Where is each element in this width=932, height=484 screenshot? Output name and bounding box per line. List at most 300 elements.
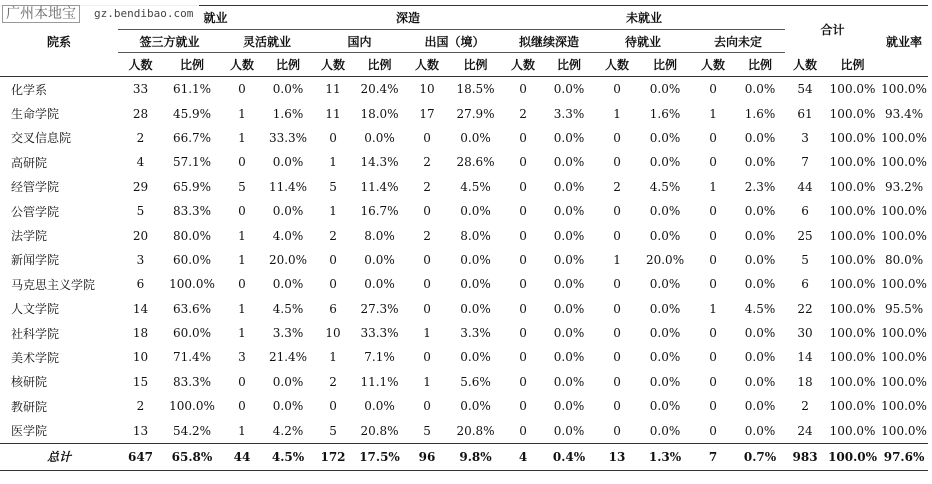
employment-rate-cell: 100.0%: [881, 423, 927, 438]
awaiting-count-cell: 1: [613, 106, 621, 121]
total-ratio-cell: 100.0%: [829, 179, 876, 194]
total-count-cell: 30: [797, 326, 813, 341]
table-row: [0, 77, 928, 102]
total-count-cell: 25: [797, 228, 813, 243]
plan-study-count-cell: 0: [519, 326, 527, 341]
signed-ratio-cell: 54.2%: [172, 423, 212, 438]
undecided-count-cell: 1: [709, 301, 717, 316]
awaiting-count-cell: 0: [613, 423, 621, 438]
employment-rate-cell: 93.4%: [885, 106, 924, 121]
flexible-ratio-cell: 4.2%: [272, 423, 304, 438]
awaiting-count-cell: 0: [613, 82, 621, 97]
total-count-cell: 6: [801, 277, 809, 292]
table-row: [0, 199, 928, 223]
plan-study-ratio-cell: 0.4%: [543, 443, 595, 470]
total-ratio-cell: 100.0%: [829, 204, 876, 219]
domestic-ratio-cell: 20.8%: [360, 423, 399, 438]
awaiting-count-cell: 0: [613, 204, 621, 219]
flexible-ratio-cell: 33.3%: [268, 130, 308, 145]
signed-count-cell: 10: [132, 350, 149, 365]
header-signed-tripartite: 签三方就业: [118, 30, 221, 53]
plan-study-count-cell: 0: [519, 252, 527, 267]
table-row: [0, 175, 928, 199]
total-count-cell: 54: [797, 82, 813, 97]
watermark-logo: 广州本地宝: [2, 5, 80, 23]
employment-rate-cell: 100.0%: [881, 155, 927, 170]
total-ratio-cell: 100.0%: [829, 130, 876, 145]
total-ratio-cell: 100.0%: [829, 252, 876, 267]
domestic-count-cell: 172: [313, 443, 353, 470]
awaiting-count-cell: 0: [613, 130, 621, 145]
undecided-ratio-cell: 0.0%: [744, 82, 776, 97]
table-row: [0, 418, 928, 443]
undecided-count-cell: 0: [709, 399, 717, 414]
abroad-count-cell: 17: [419, 106, 435, 121]
plan-study-count-cell: 2: [519, 106, 527, 121]
domestic-ratio-cell: 0.0%: [364, 252, 395, 267]
signed-count-cell: 2: [136, 399, 145, 414]
abroad-ratio-cell: 9.8%: [448, 443, 503, 470]
flexible-count-cell: 1: [238, 228, 246, 243]
abroad-count-cell: 1: [423, 326, 431, 341]
abroad-count-cell: 0: [423, 204, 431, 219]
header-awaiting: 待就业: [595, 30, 691, 53]
undecided-ratio-cell: 0.0%: [744, 130, 776, 145]
total-count-cell: 18: [797, 374, 813, 389]
flexible-ratio-cell: 0.0%: [272, 277, 304, 292]
flexible-ratio-cell: 0.0%: [272, 374, 304, 389]
undecided-count-cell: 0: [709, 82, 717, 97]
header-further-study: 深造: [313, 6, 503, 30]
abroad-ratio-cell: 8.0%: [460, 228, 491, 243]
header-abroad: 出国（境）: [406, 30, 503, 53]
awaiting-ratio-cell: 0.0%: [649, 82, 681, 97]
undecided-count-cell: 0: [709, 228, 717, 243]
domestic-count-cell: 1: [329, 155, 337, 170]
plan-study-ratio-cell: 0.0%: [553, 374, 585, 389]
undecided-count-cell: 0: [709, 350, 717, 365]
awaiting-ratio-cell: 0.0%: [649, 130, 681, 145]
total-ratio-cell: 100.0%: [829, 350, 876, 365]
signed-count-cell: 28: [132, 106, 149, 121]
awaiting-ratio-cell: 0.0%: [649, 155, 681, 170]
awaiting-ratio-cell: 0.0%: [649, 228, 681, 243]
domestic-count-cell: 11: [325, 82, 341, 97]
total-count-cell: 983: [785, 443, 825, 470]
signed-ratio-cell: 83.3%: [172, 204, 212, 219]
plan-study-count-cell: 0: [519, 204, 527, 219]
signed-ratio-cell: 100.0%: [169, 277, 215, 292]
signed-count-cell: 3: [136, 252, 145, 267]
plan-study-count-cell: 0: [519, 374, 527, 389]
undecided-ratio-cell: 0.0%: [744, 277, 776, 292]
abroad-count-cell: 0: [423, 130, 431, 145]
plan-study-ratio-cell: 0.0%: [553, 179, 585, 194]
header-ratio: 比例: [353, 53, 406, 77]
domestic-ratio-cell: 33.3%: [360, 326, 399, 341]
domestic-ratio-cell: 8.0%: [364, 228, 395, 243]
undecided-count-cell: 1: [709, 179, 717, 194]
flexible-count-cell: 1: [238, 326, 246, 341]
department-name-cell: 教研院: [11, 399, 48, 414]
awaiting-ratio-cell: 0.0%: [649, 277, 681, 292]
flexible-count-cell: 1: [238, 106, 246, 121]
flexible-ratio-cell: 4.5%: [263, 443, 313, 470]
signed-ratio-cell: 65.8%: [163, 443, 221, 470]
domestic-ratio-cell: 0.0%: [364, 130, 395, 145]
domestic-ratio-cell: 17.5%: [353, 443, 406, 470]
signed-count-cell: 20: [132, 228, 149, 243]
plan-study-ratio-cell: 0.0%: [553, 252, 585, 267]
awaiting-ratio-cell: 0.0%: [649, 399, 681, 414]
signed-ratio-cell: 65.9%: [172, 179, 212, 194]
undecided-ratio-cell: 1.6%: [744, 106, 776, 121]
awaiting-count-cell: 2: [613, 179, 621, 194]
employment-rate-cell: 80.0%: [885, 252, 924, 267]
flexible-count-cell: 3: [238, 350, 246, 365]
abroad-ratio-cell: 0.0%: [460, 399, 491, 414]
undecided-count-cell: 1: [709, 106, 717, 121]
signed-ratio-cell: 66.7%: [172, 130, 212, 145]
abroad-count-cell: 0: [423, 277, 431, 292]
abroad-ratio-cell: 18.5%: [456, 82, 495, 97]
total-count-cell: 61: [797, 106, 813, 121]
department-name-cell: 美术学院: [11, 350, 60, 365]
undecided-ratio-cell: 2.3%: [744, 179, 776, 194]
awaiting-ratio-cell: 20.0%: [645, 252, 685, 267]
watermark: [0, 0, 199, 27]
undecided-ratio-cell: 4.5%: [744, 301, 776, 316]
department-name-cell: 法学院: [11, 229, 48, 244]
total-ratio-cell: 100.0%: [829, 106, 876, 121]
awaiting-ratio-cell: 0.0%: [649, 326, 681, 341]
plan-study-ratio-cell: 0.0%: [553, 423, 585, 438]
undecided-count-cell: 0: [709, 204, 717, 219]
employment-table: [0, 5, 928, 471]
table-row: [0, 223, 928, 247]
undecided-ratio-cell: 0.0%: [744, 374, 776, 389]
abroad-ratio-cell: 0.0%: [460, 301, 491, 316]
plan-study-count-cell: 0: [519, 350, 527, 365]
total-count-cell: 14: [797, 350, 813, 365]
plan-study-count-cell: 0: [519, 228, 527, 243]
plan-study-ratio-cell: 0.0%: [553, 350, 585, 365]
flexible-count-cell: 0: [238, 399, 246, 414]
header-count: 人数: [406, 53, 448, 77]
table-row: [0, 297, 928, 321]
domestic-ratio-cell: 18.0%: [360, 106, 399, 121]
domestic-ratio-cell: 11.4%: [360, 179, 399, 194]
domestic-ratio-cell: 0.0%: [364, 399, 395, 414]
signed-count-cell: 5: [136, 204, 145, 219]
domestic-ratio-cell: 7.1%: [364, 350, 395, 365]
awaiting-count-cell: 0: [613, 399, 621, 414]
abroad-ratio-cell: 5.6%: [460, 374, 491, 389]
total-count-cell: 24: [797, 423, 813, 438]
flexible-count-cell: 1: [238, 130, 246, 145]
abroad-count-cell: 10: [419, 82, 435, 97]
department-name-cell: 公管学院: [11, 204, 60, 219]
undecided-ratio-cell: 0.0%: [744, 204, 776, 219]
abroad-count-cell: 0: [423, 399, 431, 414]
department-name-cell: 医学院: [11, 424, 48, 439]
plan-study-ratio-cell: 0.0%: [553, 326, 585, 341]
abroad-ratio-cell: 0.0%: [460, 350, 491, 365]
total-count-cell: 6: [801, 204, 809, 219]
flexible-count-cell: 44: [221, 443, 263, 470]
plan-study-count-cell: 0: [519, 301, 527, 316]
total-ratio-cell: 100.0%: [829, 399, 876, 414]
awaiting-count-cell: 0: [613, 155, 621, 170]
employment-rate-cell: 100.0%: [881, 228, 927, 243]
header-undecided: 去向未定: [691, 30, 785, 53]
abroad-ratio-cell: 0.0%: [460, 252, 491, 267]
total-count-cell: 44: [797, 179, 813, 194]
awaiting-count-cell: 0: [613, 228, 621, 243]
department-name-cell: 总计: [0, 443, 118, 470]
department-name-cell: 高研院: [11, 155, 48, 170]
awaiting-count-cell: 0: [613, 326, 621, 341]
flexible-ratio-cell: 21.4%: [268, 350, 308, 365]
abroad-count-cell: 0: [423, 301, 431, 316]
undecided-ratio-cell: 0.0%: [744, 326, 776, 341]
signed-count-cell: 29: [132, 179, 149, 194]
employment-rate-cell: 100.0%: [881, 204, 927, 219]
employment-rate-cell: 100.0%: [881, 374, 927, 389]
flexible-count-cell: 0: [238, 374, 246, 389]
domestic-count-cell: 0: [329, 277, 337, 292]
header-count: 人数: [313, 53, 353, 77]
plan-study-ratio-cell: 0.0%: [553, 277, 585, 292]
awaiting-ratio-cell: 0.0%: [649, 204, 681, 219]
awaiting-ratio-cell: 0.0%: [649, 350, 681, 365]
header-employment: 就业: [118, 6, 313, 30]
flexible-count-cell: 1: [238, 252, 246, 267]
awaiting-ratio-cell: 0.0%: [649, 374, 681, 389]
signed-ratio-cell: 57.1%: [172, 155, 212, 170]
signed-count-cell: 647: [118, 443, 163, 470]
watermark-url: gz.bendibao.com: [94, 7, 194, 20]
plan-study-ratio-cell: 0.0%: [553, 228, 585, 243]
abroad-ratio-cell: 4.5%: [460, 179, 491, 194]
domestic-count-cell: 1: [329, 204, 337, 219]
abroad-ratio-cell: 28.6%: [456, 155, 495, 170]
signed-ratio-cell: 83.3%: [172, 374, 212, 389]
employment-rate-cell: 100.0%: [881, 326, 927, 341]
flexible-ratio-cell: 11.4%: [268, 179, 308, 194]
header-plan-further-study: 拟继续深造: [503, 30, 595, 53]
domestic-ratio-cell: 11.1%: [360, 374, 399, 389]
undecided-ratio-cell: 0.0%: [744, 350, 776, 365]
flexible-ratio-cell: 0.0%: [272, 82, 304, 97]
flexible-ratio-cell: 4.0%: [272, 228, 304, 243]
employment-rate-cell: 100.0%: [881, 350, 927, 365]
undecided-ratio-cell: 0.7%: [735, 443, 785, 470]
awaiting-count-cell: 0: [613, 374, 621, 389]
total-ratio-cell: 100.0%: [829, 423, 876, 438]
domestic-count-cell: 0: [329, 130, 337, 145]
domestic-count-cell: 2: [329, 374, 337, 389]
department-name-cell: 经管学院: [11, 180, 60, 195]
table-row: [0, 321, 928, 345]
undecided-count-cell: 0: [709, 423, 717, 438]
plan-study-ratio-cell: 0.0%: [553, 82, 585, 97]
flexible-ratio-cell: 0.0%: [272, 155, 304, 170]
department-name-cell: 人文学院: [11, 302, 60, 317]
awaiting-count-cell: 0: [613, 350, 621, 365]
undecided-count-cell: 0: [709, 130, 717, 145]
header-domestic: 国内: [313, 30, 406, 53]
flexible-ratio-cell: 4.5%: [272, 301, 304, 316]
domestic-count-cell: 0: [329, 399, 337, 414]
total-ratio-cell: 100.0%: [829, 326, 876, 341]
total-ratio-cell: 100.0%: [829, 301, 876, 316]
plan-study-ratio-cell: 3.3%: [553, 106, 585, 121]
total-ratio-cell: 100.0%: [829, 277, 876, 292]
plan-study-ratio-cell: 0.0%: [553, 155, 585, 170]
total-count-cell: 22: [797, 301, 813, 316]
table-row: [0, 248, 928, 272]
header-ratio: 比例: [263, 53, 313, 77]
abroad-count-cell: 0: [423, 252, 431, 267]
employment-rate-cell: 97.6%: [880, 443, 928, 470]
signed-ratio-cell: 100.0%: [169, 399, 215, 414]
abroad-ratio-cell: 20.8%: [456, 423, 495, 438]
flexible-ratio-cell: 0.0%: [272, 204, 304, 219]
awaiting-ratio-cell: 1.6%: [649, 106, 681, 121]
flexible-ratio-cell: 20.0%: [268, 252, 308, 267]
flexible-ratio-cell: 0.0%: [272, 399, 304, 414]
header-ratio: 比例: [735, 53, 785, 77]
header-count: 人数: [691, 53, 735, 77]
header-ratio: 比例: [639, 53, 691, 77]
flexible-count-cell: 0: [238, 277, 246, 292]
undecided-ratio-cell: 0.0%: [744, 155, 776, 170]
undecided-ratio-cell: 0.0%: [744, 399, 776, 414]
header-ratio: 比例: [825, 53, 880, 77]
header-unemployed: 未就业: [503, 6, 785, 30]
domestic-ratio-cell: 14.3%: [360, 155, 399, 170]
table-row: [0, 345, 928, 369]
undecided-ratio-cell: 0.0%: [744, 252, 776, 267]
awaiting-count-cell: 0: [613, 277, 621, 292]
total-count-cell: 5: [801, 252, 809, 267]
header-count: 人数: [785, 53, 825, 77]
signed-count-cell: 6: [136, 277, 145, 292]
department-name-cell: 核研院: [11, 375, 48, 390]
total-count-cell: 2: [801, 399, 809, 414]
header-total: 合计: [820, 22, 845, 37]
table-row: [0, 150, 928, 174]
signed-ratio-cell: 61.1%: [172, 82, 212, 97]
undecided-ratio-cell: 0.0%: [744, 423, 776, 438]
signed-ratio-cell: 60.0%: [172, 252, 212, 267]
flexible-count-cell: 0: [238, 155, 246, 170]
header-ratio: 比例: [163, 53, 221, 77]
undecided-ratio-cell: 0.0%: [744, 228, 776, 243]
awaiting-ratio-cell: 0.0%: [649, 301, 681, 316]
awaiting-ratio-cell: 0.0%: [649, 423, 681, 438]
employment-rate-cell: 100.0%: [881, 399, 927, 414]
table-body: [0, 77, 928, 471]
domestic-count-cell: 2: [329, 228, 337, 243]
header-count: 人数: [221, 53, 263, 77]
department-name-cell: 马克思主义学院: [11, 277, 96, 292]
awaiting-count-cell: 0: [613, 301, 621, 316]
signed-count-cell: 4: [136, 155, 145, 170]
plan-study-count-cell: 0: [519, 130, 527, 145]
employment-rate-cell: 100.0%: [881, 277, 927, 292]
flexible-count-cell: 0: [238, 204, 246, 219]
header-count: 人数: [118, 53, 163, 77]
plan-study-count-cell: 0: [519, 179, 527, 194]
undecided-count-cell: 0: [709, 326, 717, 341]
domestic-ratio-cell: 20.4%: [360, 82, 399, 97]
header-department: 院系: [0, 6, 118, 77]
total-ratio-cell: 100.0%: [829, 374, 876, 389]
plan-study-count-cell: 0: [519, 155, 527, 170]
domestic-ratio-cell: 0.0%: [364, 277, 395, 292]
total-count-cell: 7: [801, 155, 809, 170]
signed-ratio-cell: 60.0%: [172, 326, 212, 341]
total-ratio-cell: 100.0%: [829, 82, 876, 97]
awaiting-count-cell: 13: [595, 443, 639, 470]
department-name-cell: 交叉信息院: [11, 131, 72, 146]
signed-ratio-cell: 63.6%: [172, 301, 212, 316]
abroad-count-cell: 2: [423, 179, 431, 194]
header-employment-rate: 就业率: [880, 6, 928, 77]
total-ratio-cell: 100.0%: [829, 155, 876, 170]
domestic-count-cell: 5: [329, 179, 337, 194]
undecided-count-cell: 0: [709, 374, 717, 389]
signed-ratio-cell: 71.4%: [172, 350, 212, 365]
total-row: [0, 443, 928, 470]
total-ratio-cell: 100.0%: [829, 228, 876, 243]
flexible-ratio-cell: 3.3%: [272, 326, 304, 341]
flexible-count-cell: 0: [238, 82, 246, 97]
header-ratio: 比例: [543, 53, 595, 77]
undecided-count-cell: 0: [709, 252, 717, 267]
table-row: [0, 394, 928, 418]
plan-study-ratio-cell: 0.0%: [553, 204, 585, 219]
signed-count-cell: 14: [132, 301, 149, 316]
table-row: [0, 126, 928, 150]
header-ratio: 比例: [448, 53, 503, 77]
signed-count-cell: 18: [132, 326, 149, 341]
signed-count-cell: 2: [136, 130, 145, 145]
abroad-count-cell: 2: [423, 228, 431, 243]
domestic-ratio-cell: 27.3%: [360, 301, 399, 316]
department-name-cell: 社科学院: [11, 326, 60, 341]
abroad-count-cell: 5: [423, 423, 431, 438]
domestic-count-cell: 6: [329, 301, 337, 316]
domestic-ratio-cell: 16.7%: [360, 204, 399, 219]
header-flexible: 灵活就业: [221, 30, 313, 53]
signed-count-cell: 15: [132, 374, 149, 389]
total-ratio-cell: 100.0%: [825, 443, 880, 470]
flexible-count-cell: 1: [238, 423, 246, 438]
plan-study-count-cell: 0: [519, 277, 527, 292]
abroad-ratio-cell: 0.0%: [460, 130, 491, 145]
abroad-ratio-cell: 3.3%: [460, 326, 491, 341]
domestic-count-cell: 10: [325, 326, 341, 341]
abroad-count-cell: 1: [423, 374, 431, 389]
domestic-count-cell: 1: [329, 350, 337, 365]
awaiting-ratio-cell: 1.3%: [639, 443, 691, 470]
header-count: 人数: [595, 53, 639, 77]
signed-count-cell: 33: [132, 82, 149, 97]
flexible-count-cell: 1: [238, 301, 246, 316]
